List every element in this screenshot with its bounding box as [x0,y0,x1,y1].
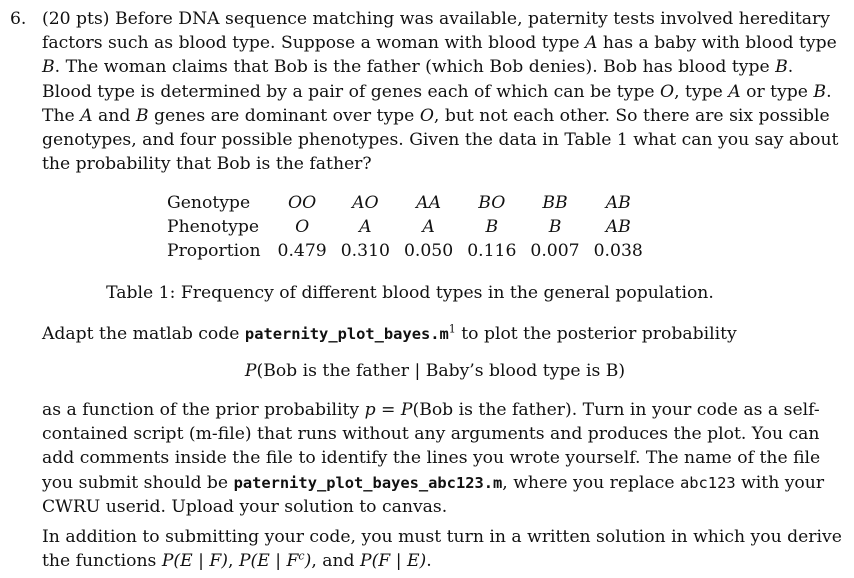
table-cell: 0.479 [277,241,327,261]
table-cell: AA [416,193,441,213]
table-cell: AB [605,217,631,237]
table-cell: B [485,217,499,237]
table-cell: OO [288,193,317,213]
submission-line-1: as a function of the prior probability p = P(Bob is the father). Turn in your code as a self- [42,400,820,420]
submission-filename: paternity_plot_bayes_abc123.m [233,473,503,492]
problem-number: 6. [10,9,27,29]
addition-line-1: In addition to submitting your code, you must turn in a written solution in which you derive [42,527,842,547]
problem-line-6: genotypes, and four possible phenotypes. Given the data in Table 1 what can you say about [42,130,839,151]
submission-line-2: contained script (m-file) that runs without any arguments and produces the plot. You can [42,424,820,445]
table-cell: 0.116 [467,241,517,261]
table-cell: AB [605,193,631,213]
table-row-proportion [160,239,650,263]
table-row-phenotype [160,215,650,239]
table-cell: 0.038 [593,241,643,261]
function-p-e-given-f: P(E | F) [161,551,229,572]
footnote-marker: 1 [448,322,456,336]
table-cell: 0.050 [403,241,454,261]
problem-line-7: the probability that Bob is the father? [42,154,372,175]
problem-line-2: factors such as blood type. Suppose a woman with blood type A has a baby with blood type [42,33,837,54]
submission-line-3: add comments inside the file to identify the lines you wrote yourself. The name of the file [42,448,821,469]
table-cell: AO [352,193,379,213]
submission-line-5: CWRU userid. Upload your solution to canvas. [42,496,448,517]
table-cell: A [359,217,372,237]
table-cell: A [422,217,435,237]
written-solution-instructions [42,525,842,573]
table-caption: Table 1: Frequency of different blood types in the general population. [106,283,714,303]
problem-line-4: Blood type is determined by a pair of genes each of which can be type O, type A or type B. [42,81,832,102]
function-p-e-given-fc: P(E | $F^c$) [238,549,312,572]
table-cell: BO [478,193,506,213]
problem-line-5: The A and B genes are dominant over type O, but not each other. So there are six possible [42,105,830,126]
submission-line-4: you submit should be paternity_plot_bayes_abc123.m, where you replace abc123 with your [42,472,825,493]
function-p-f-given-e: P(F | E) [360,551,427,572]
submission-instructions [42,398,832,519]
problem-statement [10,7,839,176]
code-filename: paternity_plot_bayes.m [244,325,449,343]
adapt-instruction: Adapt the matlab code paternity_plot_bayes.m$^1$ to plot the posterior probability [42,322,737,344]
table-cell: O [295,217,310,237]
userid-placeholder: abc123 [680,473,736,492]
table-cell: BB [542,193,568,213]
problem-line-3: B. The woman claims that Bob is the father (which Bob denies). Bob has blood type B. [42,57,794,78]
row-label-proportion: Proportion [167,241,261,261]
addition-line-2: the functions P(E | F), P(E | $F^c$), and P(F | E). [42,549,432,572]
table-cell: B [548,217,562,237]
row-label-phenotype: Phenotype [167,217,260,237]
problem-line-1: (20 pts) Before DNA sequence matching was available, paternity tests involved hereditary [42,9,830,29]
table-cell: 0.007 [530,241,580,261]
table-row-genotype [160,191,650,215]
posterior-formula: P(Bob is the father | Baby’s blood type is B) [244,361,626,381]
table-cell: 0.310 [340,241,390,261]
row-label-genotype: Genotype [167,193,251,213]
blood-type-table [160,191,650,263]
